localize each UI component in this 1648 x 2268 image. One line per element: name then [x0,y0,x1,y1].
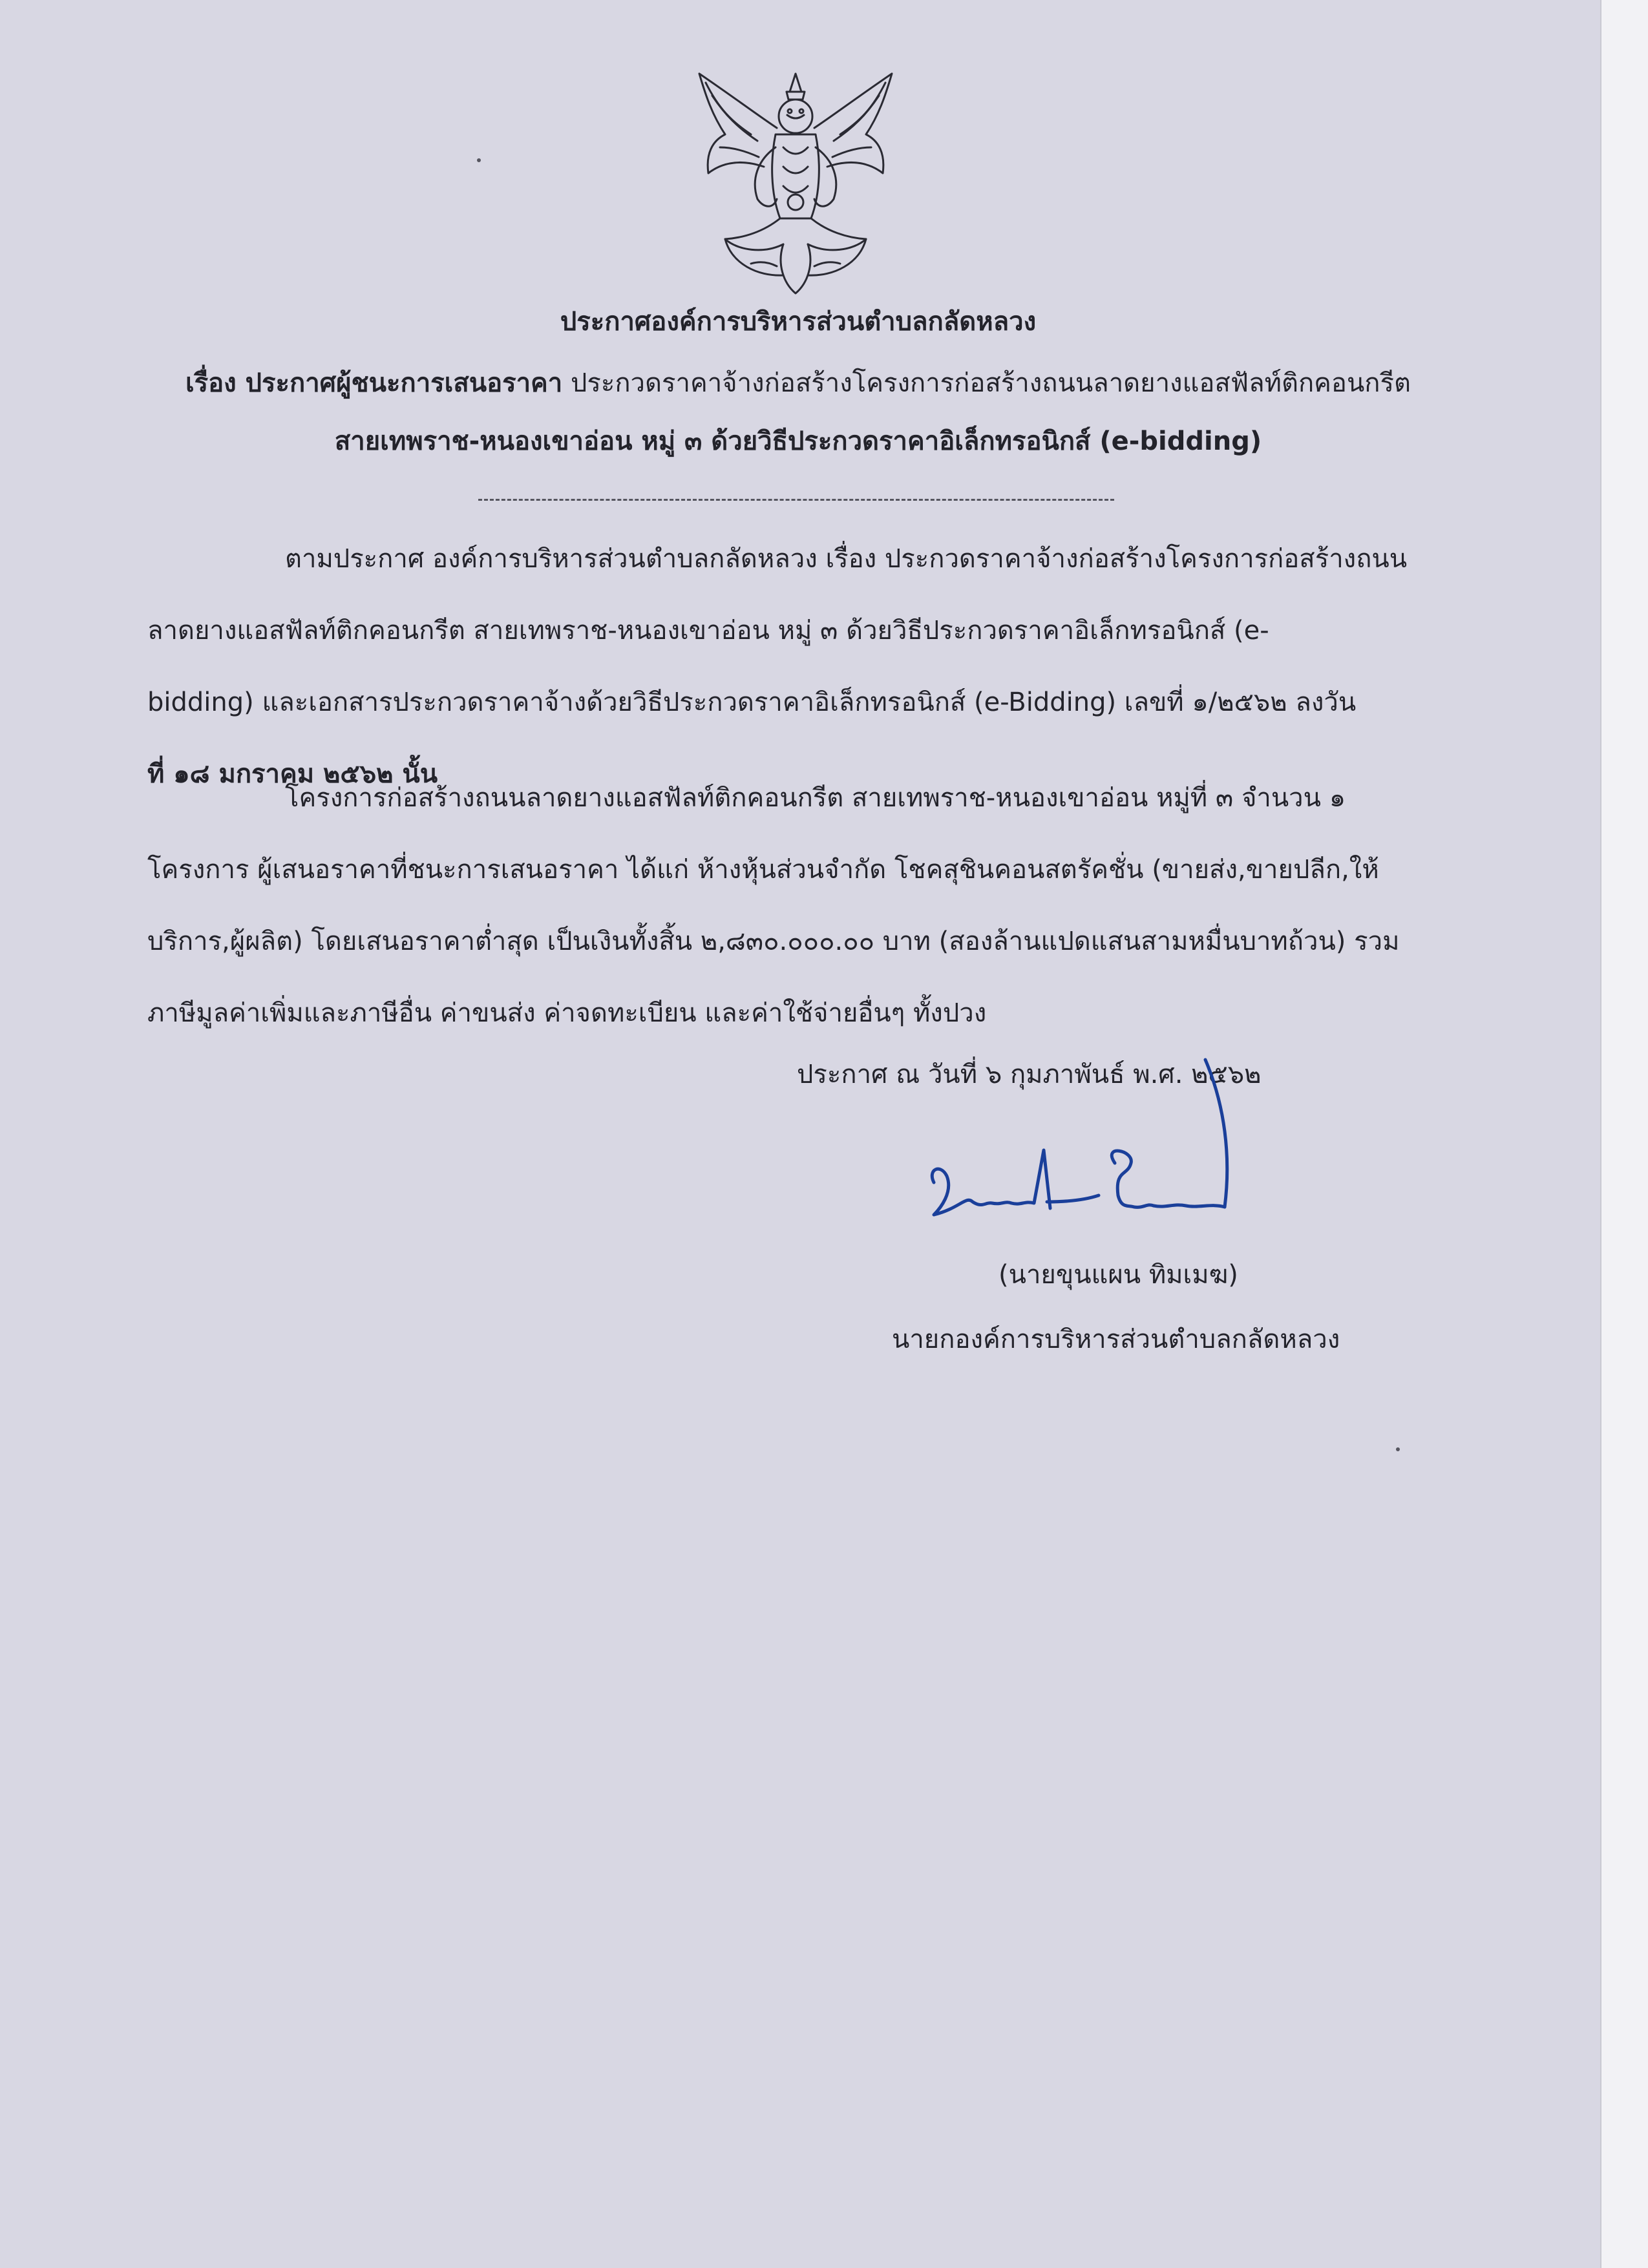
garuda-emblem [686,70,905,297]
subject-line-2: สายเทพราช-หนองเขาอ่อน หมู่ ๓ ด้วยวิธีประกวดราคาอิเล็กทรอนิกส์ (e-bidding) [334,426,1262,456]
paragraph-2-line-4: ภาษีมูลค่าเพิ่มและภาษีอื่น ค่าขนส่ง ค่าจดทะเบียน และค่าใช้จ่ายอื่นๆ ทั้งปวง [147,998,987,1028]
paragraph-2-line-3: บริการ,ผู้ผลิต) โดยเสนอราคาต่ำสุด เป็นเงินทั้งสิ้น ๒,๘๓๐.๐๐๐.๐๐ บาท (สองล้านแปดแสนสามหมื่นบาทถ้วน) รวม [147,927,1400,956]
announcement-date: ประกาศ ณ วันที่ ๖ กุมภาพันธ์ พ.ศ. ๒๕๖๒ [797,1060,1262,1089]
paragraph-1-line-1: ตามประกาศ องค์การบริหารส่วนตำบลกลัดหลวง เรื่อง ประกวดราคาจ้างก่อสร้างโครงการก่อสร้างถนน [285,544,1408,574]
signatory-name: (นายขุนแผน ทิมเมฆ) [998,1260,1238,1290]
subject-text: ประกวดราคาจ้างก่อสร้างโครงการก่อสร้างถนนลาดยางแอสฟัลท์ติกคอนกรีต [562,368,1411,398]
dashed-divider [478,499,1114,501]
paragraph-2-line-1: โครงการก่อสร้างถนนลาดยางแอสฟัลท์ติกคอนกรีต สายเทพราช-หนองเขาอ่อน หมู่ที่ ๓ จำนวน ๑ [285,783,1346,813]
paragraph-1-line-3: bidding) และเอกสารประกวดราคาจ้างด้วยวิธีประกวดราคาอิเล็กทรอนิกส์ (e-Bidding) เลขที่ ๑/๒๕๖๒ ลงวัน [147,688,1357,717]
subject-line-1 [129,365,1467,401]
scan-speck [1396,1447,1400,1451]
paragraph-2 [147,762,1453,1049]
scan-speck [477,158,481,162]
paragraph-1-line-2: ลาดยางแอสฟัลท์ติกคอนกรีต สายเทพราช-หนองเขาอ่อน หมู่ ๓ ด้วยวิธีประกวดราคาอิเล็กทรอนิกส์ (e- [147,616,1269,646]
subject-label: เรื่อง ประกาศผู้ชนะการเสนอราคา [185,368,563,398]
scanner-edge [1600,0,1648,2268]
paragraph-2-line-2: โครงการ ผู้เสนอราคาที่ชนะการเสนอราคา ได้แก่ ห้างหุ้นส่วนจำกัด โชคสุชินคอนสตรัคชั่น (ขายส่ง,ขายปลีก,ให้ [147,855,1379,885]
announcement-title: ประกาศองค์การบริหารส่วนตำบลกลัดหลวง [560,307,1037,337]
signatory-position: นายกองค์การบริหารส่วนตำบลกลัดหลวง [892,1325,1340,1354]
handwritten-signature [921,1053,1302,1266]
paragraph-1-line-4: ที่ ๑๘ มกราคม ๒๕๖๒ นั้น [147,759,438,789]
